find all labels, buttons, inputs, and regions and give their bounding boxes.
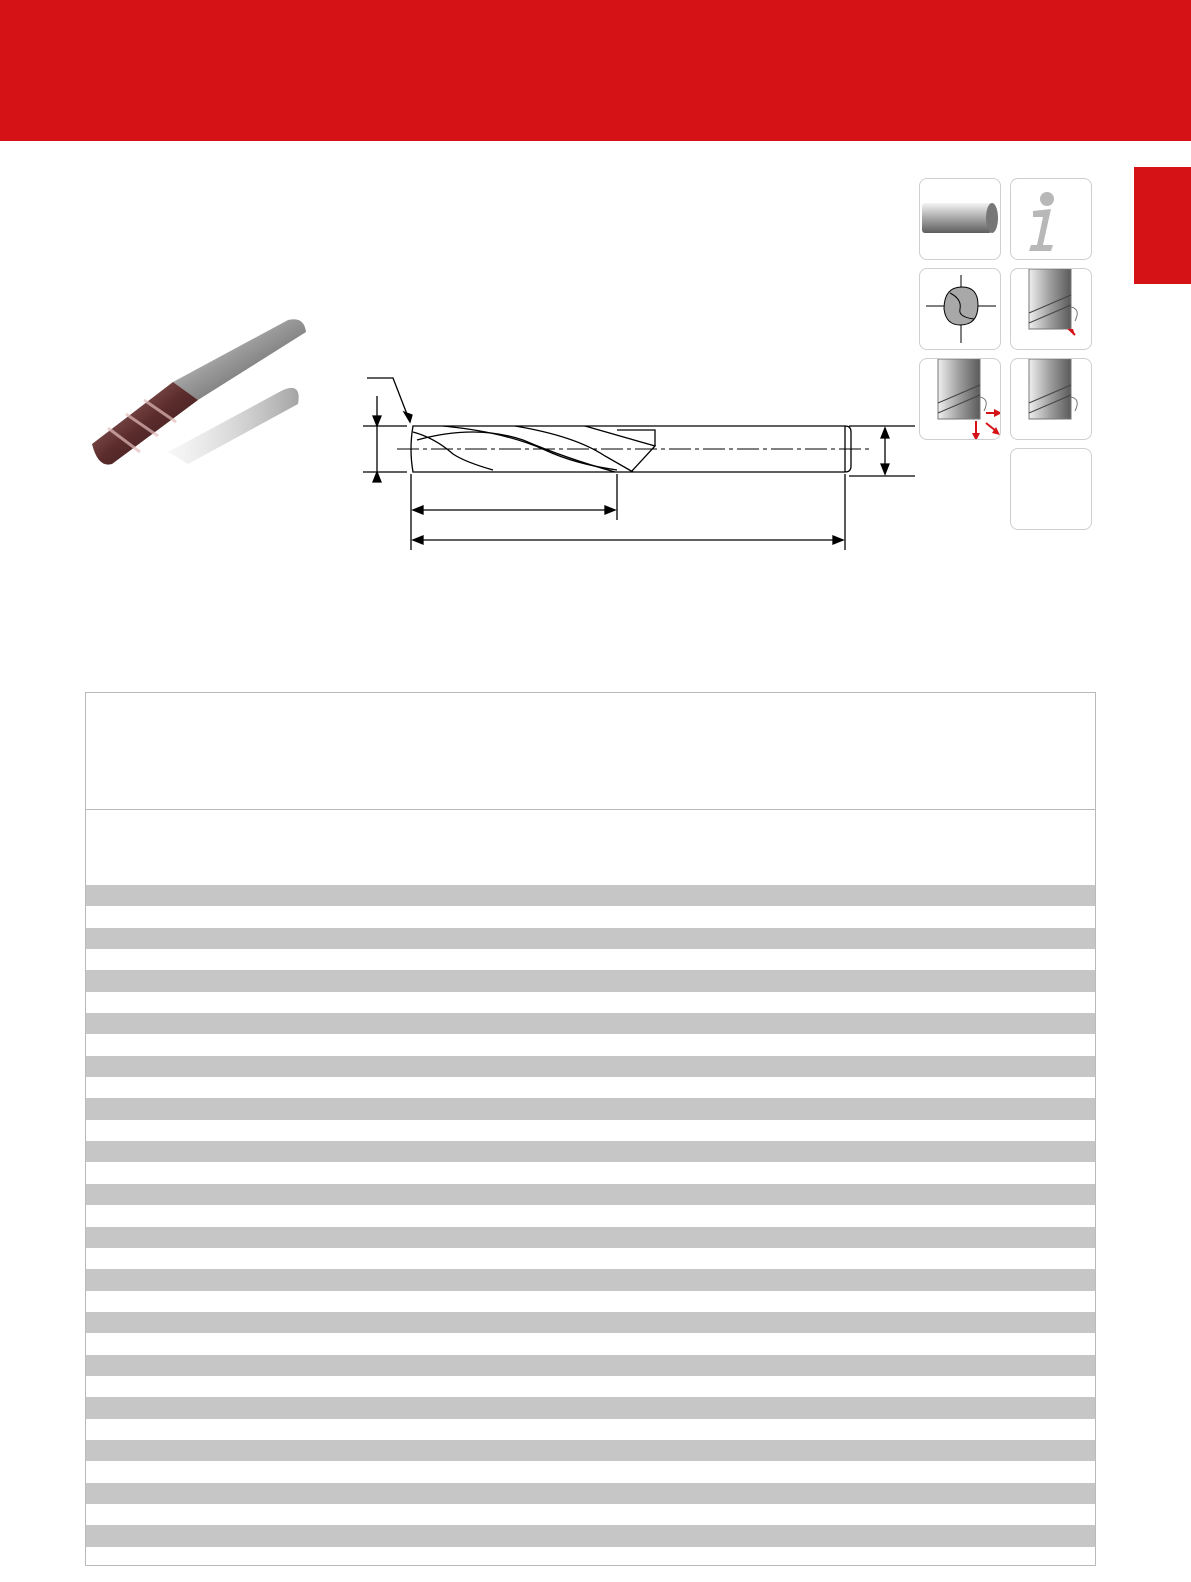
table-row <box>86 1162 1095 1183</box>
table-row <box>86 885 1095 906</box>
table-row <box>86 1547 1095 1568</box>
table-row <box>86 1248 1095 1269</box>
table-row <box>86 949 1095 970</box>
table-row <box>86 1077 1095 1098</box>
table-row <box>86 1419 1095 1440</box>
table-row <box>86 1504 1095 1525</box>
table-row <box>86 970 1095 991</box>
table-body <box>86 885 1095 1568</box>
side-milling-icon <box>1010 358 1092 440</box>
table-row <box>86 1184 1095 1205</box>
table-row <box>86 992 1095 1013</box>
end-mill-dimension-drawing <box>355 370 915 570</box>
table-row <box>86 1376 1095 1397</box>
table-row <box>86 1034 1095 1055</box>
plunge-milling-icon <box>1010 268 1092 350</box>
table-row <box>86 1013 1095 1034</box>
table-row <box>86 1056 1095 1077</box>
header-band <box>0 0 1191 141</box>
table-header <box>86 693 1095 810</box>
center-cutting-icon <box>919 268 1001 350</box>
table-row <box>86 1440 1095 1461</box>
table-row <box>86 928 1095 949</box>
table-row <box>86 1397 1095 1418</box>
info-icon <box>1010 178 1092 260</box>
blank-icon <box>1010 448 1092 530</box>
table-row <box>86 1483 1095 1504</box>
table-row <box>86 1333 1095 1354</box>
table-row <box>86 1120 1095 1141</box>
table-row <box>86 1312 1095 1333</box>
table-row <box>86 1098 1095 1119</box>
table-row <box>86 1205 1095 1226</box>
section-tab <box>1134 167 1191 284</box>
table-row <box>86 1461 1095 1482</box>
table-row <box>86 1525 1095 1546</box>
end-mill-photo <box>78 312 314 482</box>
table-row <box>86 1227 1095 1248</box>
data-table <box>85 692 1096 1566</box>
table-row <box>86 1291 1095 1312</box>
table-row <box>86 906 1095 927</box>
table-row <box>86 1141 1095 1162</box>
cylindrical-shank-icon <box>919 178 1001 260</box>
table-row <box>86 1269 1095 1290</box>
side-slot-milling-icon <box>919 358 1001 440</box>
table-subheader <box>86 810 1095 885</box>
table-row <box>86 1355 1095 1376</box>
